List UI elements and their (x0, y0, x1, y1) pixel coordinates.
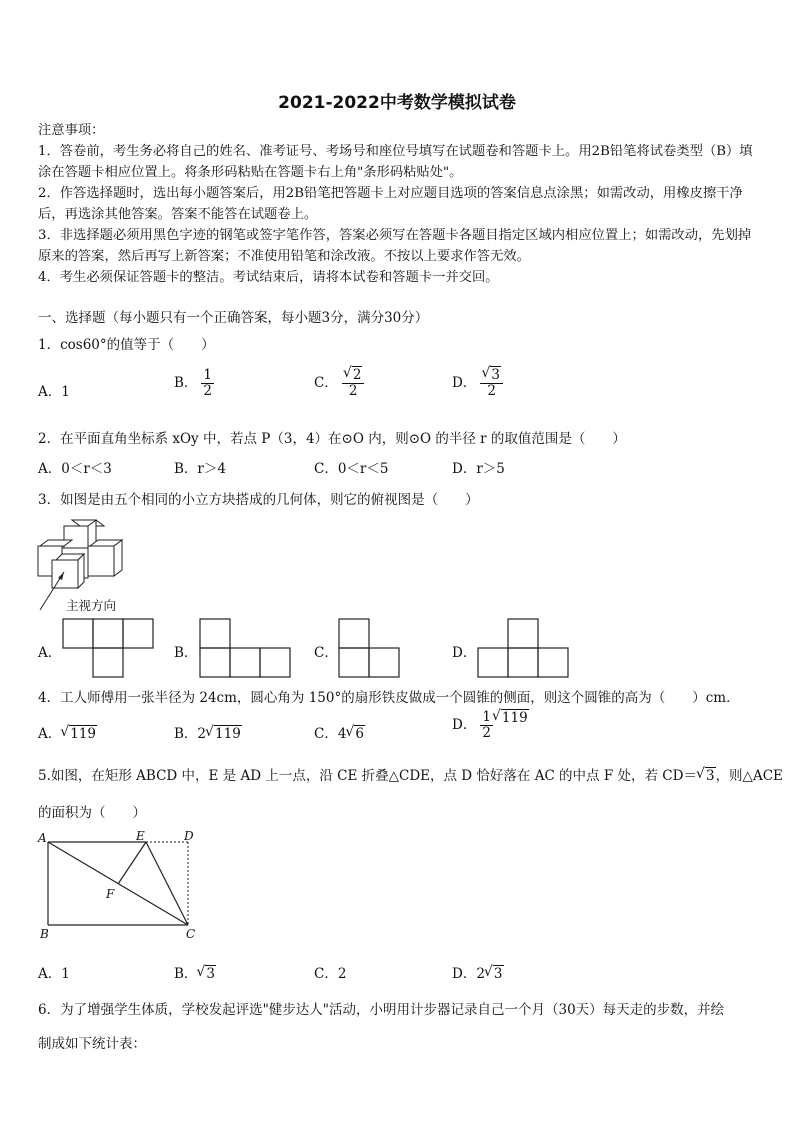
fraction (480, 368, 503, 399)
radicand: 3 (705, 768, 715, 784)
q1-option-b (174, 368, 214, 399)
denominator: 2 (487, 383, 496, 399)
q2-option-d: D．r＞5 (452, 461, 505, 477)
q2-option-b: B．r＞4 (174, 461, 226, 477)
q3-option-d: D． (452, 645, 477, 661)
option-letter: D． (452, 375, 477, 391)
q5-option-a: A．1 (38, 966, 70, 982)
numerator (480, 368, 503, 384)
notice-block (38, 120, 758, 288)
option-letter: B．2 (174, 726, 207, 742)
q5-option-b (174, 962, 216, 982)
sqrt (206, 726, 242, 742)
notice-item-2: 2．作答选择题时，选出每小题答案后，用2B铅笔把答题卡上对应题目选项的答案信息点涂黑；如需改动，用橡皮擦干净后，再选涂其他答案。答案不能答在试题卷上。 (38, 186, 743, 222)
point-label-f: F (106, 887, 115, 901)
q4-option-c (314, 722, 365, 742)
option-letter: B． (174, 966, 198, 982)
q3-option-d-figure (477, 618, 569, 678)
q5-stem-text-end: ，则△ACE (715, 768, 783, 784)
sqrt (485, 966, 504, 982)
point-label-b: B (40, 927, 49, 941)
q1-option-d (452, 368, 503, 399)
page-title: 2021-2022中考数学模拟试卷 (278, 93, 516, 113)
q3-option-c-figure (338, 618, 400, 678)
notice-item-4: 4．考生必须保证答题卡的整洁。考试结束后，请将本试卷和答题卡一并交回。 (38, 270, 499, 285)
q4-option-d (452, 710, 529, 741)
numerator: 1 (203, 367, 213, 383)
q6-stem-line2: 制成如下统计表： (38, 1036, 146, 1052)
option-letter: D．2 (452, 966, 485, 982)
radicand: 3 (493, 966, 503, 982)
sqrt (344, 368, 363, 383)
q4-option-b (174, 722, 242, 742)
q2-option-c: C．0＜r＜5 (314, 461, 389, 477)
option-letter: A． (38, 726, 62, 742)
section-heading: 一、选择题（每小题只有一个正确答案，每小题3分，满分30分） (38, 310, 429, 326)
sqrt (197, 966, 216, 982)
q5-stem-text: 5.如图，在矩形 ABCD 中，E 是 AD 上一点，沿 CE 折叠△CDE，点 D 恰好落在 AC 的中点 F 处，若 CD＝ (38, 768, 697, 784)
q3-option-b-figure (199, 618, 291, 678)
option-letter: D． (452, 717, 477, 733)
numerator: 1 (482, 709, 491, 725)
q3-option-c: C． (314, 645, 338, 661)
q3-option-a: A． (38, 645, 62, 661)
option-letter: B． (174, 375, 198, 391)
q5-stem-line2: 的面积为（ ） (38, 805, 146, 821)
fraction (342, 368, 365, 399)
rectangle-figure (36, 830, 206, 945)
q3-option-b: B． (174, 645, 198, 661)
sqrt (493, 710, 529, 726)
q1-option-a: A．1 (38, 384, 70, 400)
numerator (342, 368, 365, 384)
q3-option-a-figure (62, 618, 154, 678)
q2-option-a: A．0＜r＜3 (38, 461, 112, 477)
q1-option-c (314, 368, 364, 399)
denominator: 2 (348, 383, 358, 399)
q3-stem: 3．如图是由五个相同的小立方块搭成的几何体，则它的俯视图是（ ） (38, 492, 479, 508)
sqrt (346, 726, 365, 742)
q5-option-c: C．2 (314, 966, 347, 982)
option-letter: C． (314, 375, 338, 391)
point-label-a: A (38, 831, 47, 845)
notice-item-3: 3．非选择题必须用黑色字迹的钢笔或签字笔作答，答案必须写在答题卡各题目指定区域内相应位置上；如需改动，先划掉原来的答案，然后再写上新答案；不准使用铅笔和涂改液。不按以上要求作答无效。 (38, 228, 752, 264)
point-label-c: C (186, 927, 196, 941)
q1-stem: 1．cos60°的值等于（ ） (38, 337, 215, 353)
radicand: 119 (70, 726, 97, 742)
denominator: 2 (203, 383, 213, 399)
sqrt (61, 726, 97, 742)
option-letter: C．4 (314, 726, 347, 742)
q6-stem-line1: 6．为了增强学生体质，学校发起评选"健步达人"活动，小明用计步器记录自己一个月（30天）每天走的步数，并绘 (38, 1002, 725, 1018)
radicand: 3 (491, 367, 500, 383)
q5-option-d (452, 962, 504, 982)
sqrt (482, 368, 501, 383)
point-label-d: D (184, 829, 194, 843)
sqrt (697, 768, 716, 784)
fraction (201, 368, 214, 399)
point-label-e: E (136, 829, 145, 843)
q5-stem-line1 (38, 764, 783, 784)
q4-stem: 4．工人师傅用一张半径为 24cm，圆心角为 150°的扇形铁皮做成一个圆锥的侧面，则这个圆锥的高为（ ）cm． (38, 690, 740, 706)
notice-item-1: 1．答卷前，考生务必将自己的姓名、准考证号、考场号和座位号填写在试题卷和答题卡上。用2B铅笔将试卷类型（B）填涂在答题卡相应位置上。将条形码粘贴在答题卡右上角"条形码粘贴处"。 (38, 144, 753, 180)
radicand: 119 (215, 726, 241, 742)
notice-heading: 注意事项： (38, 123, 105, 138)
view-direction-label: 主视方向 (66, 598, 117, 613)
radicand: 2 (352, 367, 362, 383)
q4-option-a (38, 722, 97, 742)
q2-stem: 2．在平面直角坐标系 xOy 中，若点 P（3，4）在⊙O 内，则⊙O 的半径 r 的取值范围是（ ） (38, 431, 626, 447)
radicand: 119 (501, 710, 528, 726)
denominator: 2 (482, 725, 491, 741)
radicand: 6 (355, 726, 365, 742)
radicand: 3 (206, 966, 216, 982)
